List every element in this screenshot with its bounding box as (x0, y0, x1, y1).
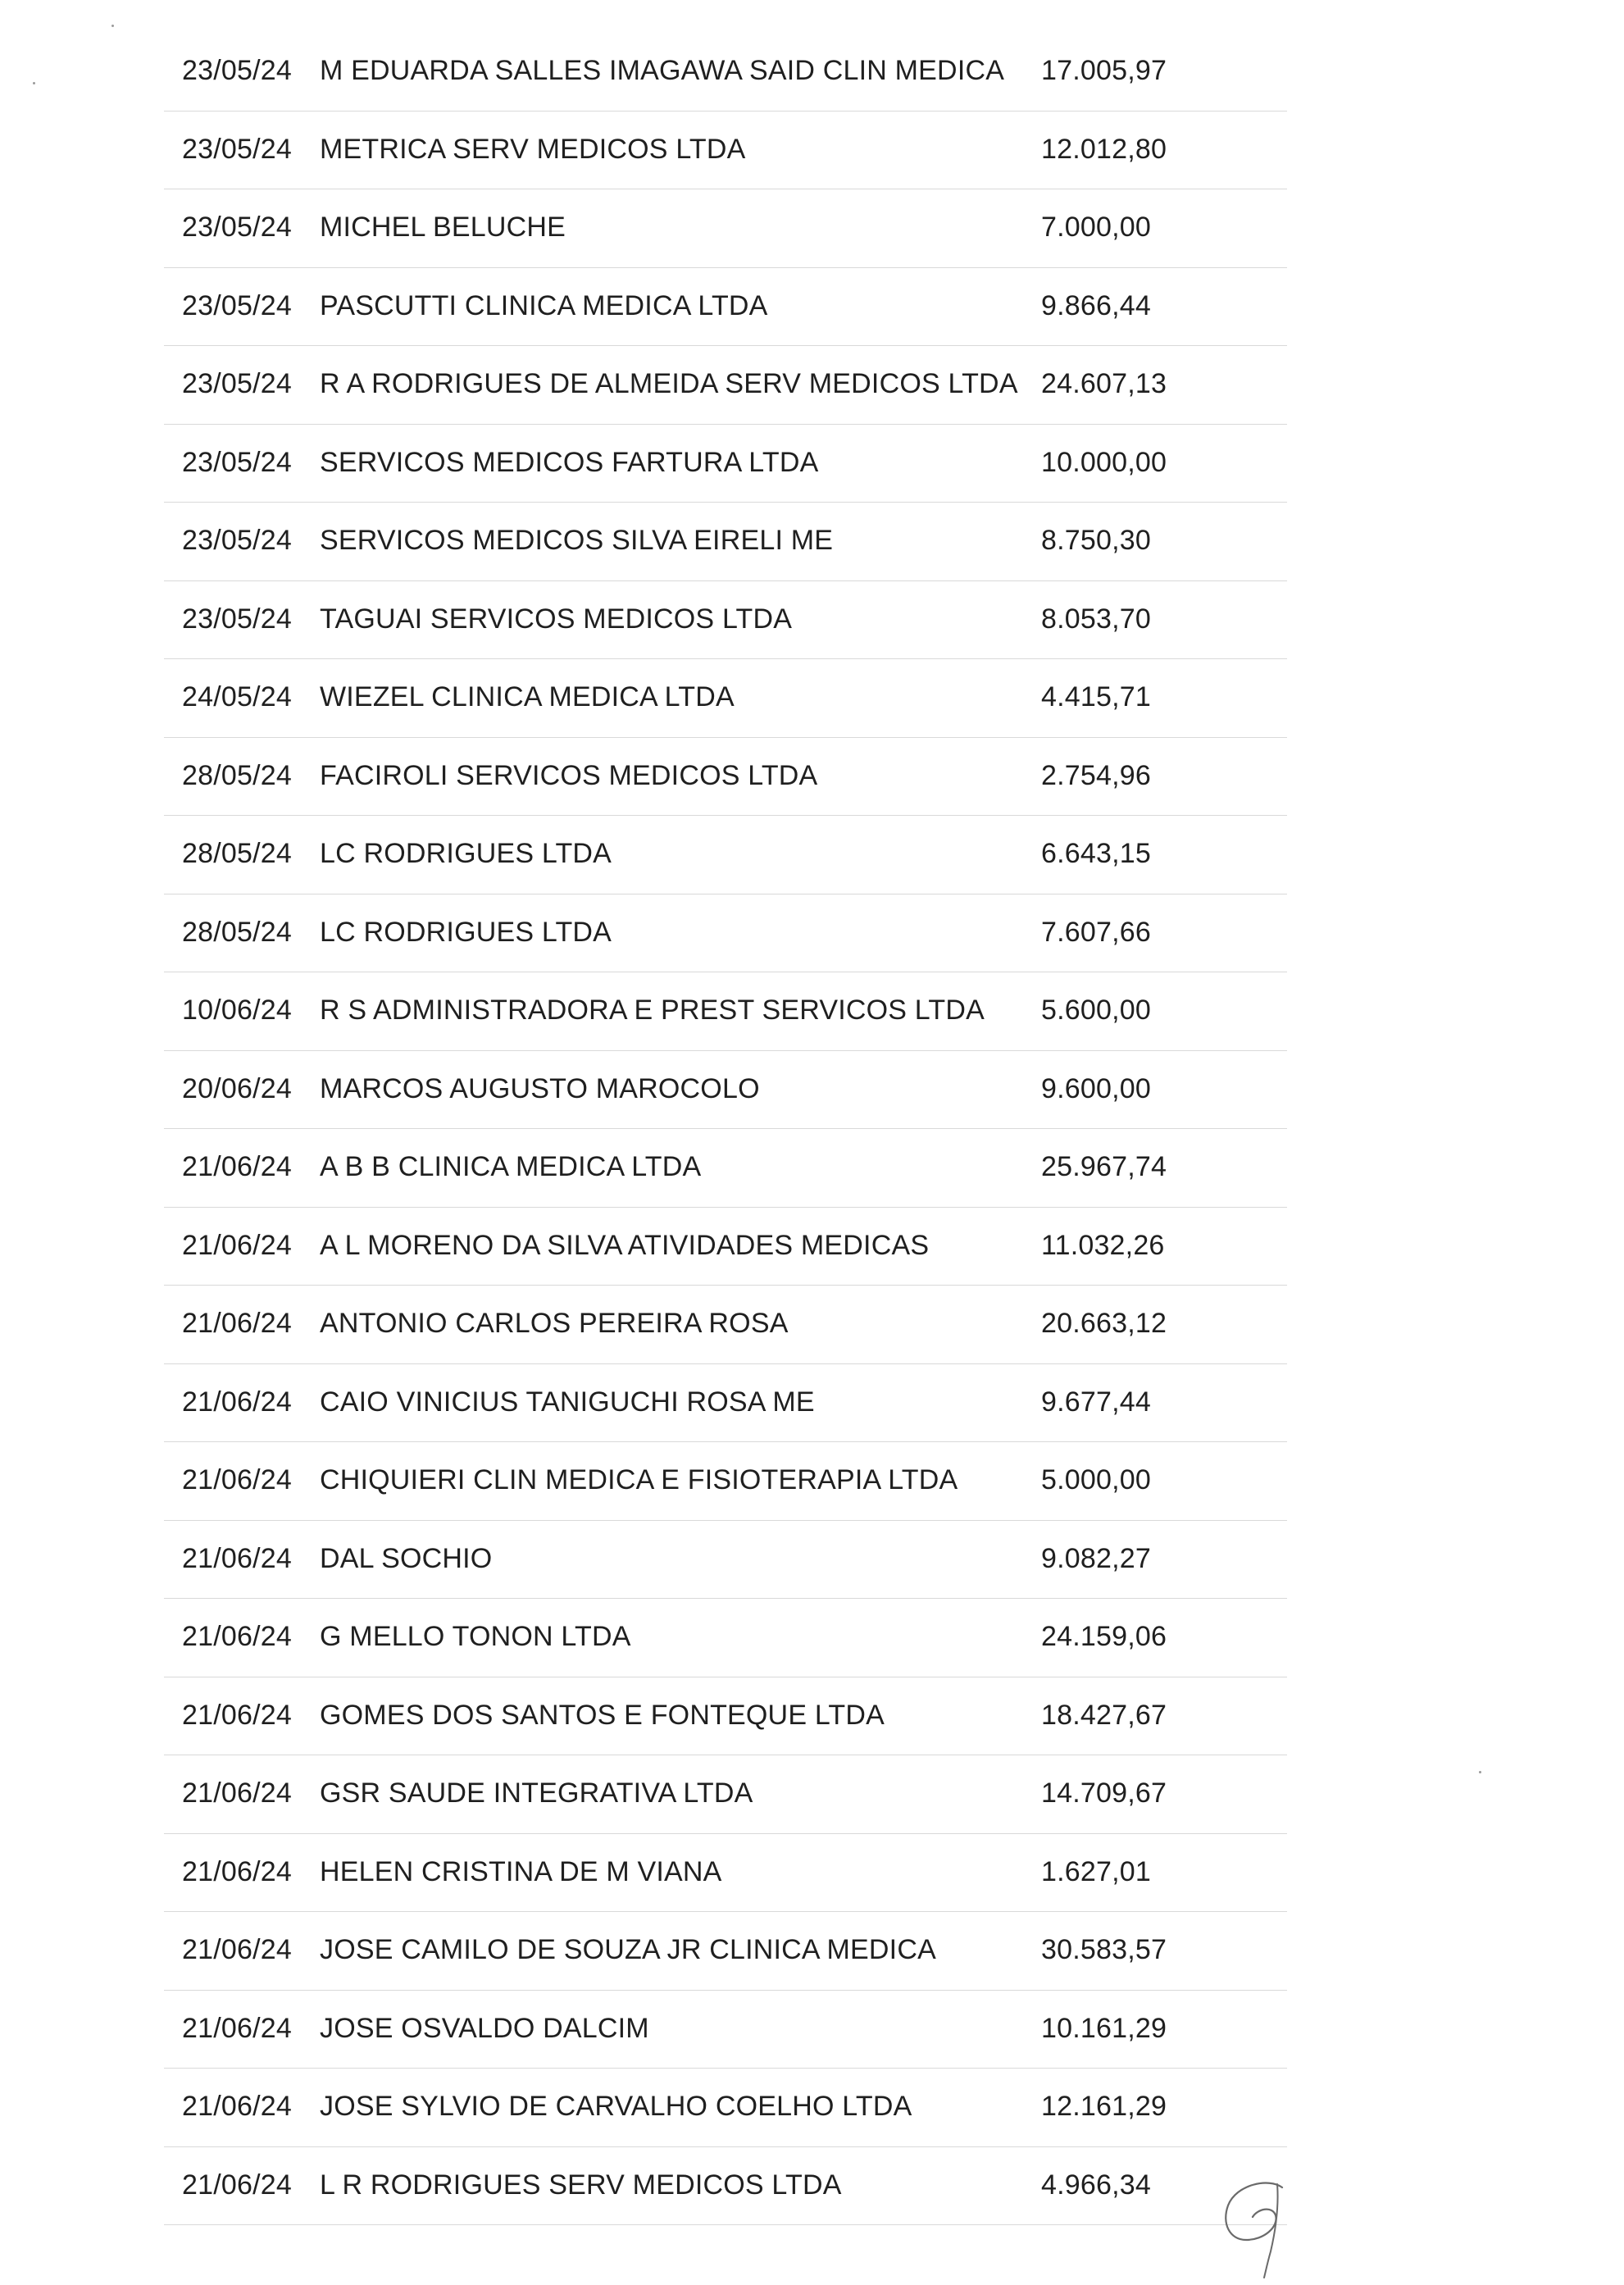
table-row (164, 581, 1287, 660)
table-row (164, 425, 1287, 503)
table-row (164, 503, 1287, 581)
table-row (164, 1129, 1287, 1208)
payment-amount: 8.053,70 (1041, 603, 1151, 635)
payment-amount: 20.663,12 (1041, 1308, 1167, 1339)
payment-amount: 25.967,74 (1041, 1151, 1167, 1182)
table-row (164, 2147, 1287, 2226)
payee-name: JOSE OSVALDO DALCIM (320, 2012, 649, 2044)
payee-name: L R RODRIGUES SERV MEDICOS LTDA (320, 2169, 842, 2201)
payee-name: WIEZEL CLINICA MEDICA LTDA (320, 681, 735, 712)
payee-name: LC RODRIGUES LTDA (320, 916, 612, 948)
table-row (164, 1051, 1287, 1130)
payment-amount: 11.032,26 (1041, 1229, 1165, 1261)
table-row (164, 972, 1287, 1051)
scan-speck (1479, 1771, 1481, 1773)
payee-name: PASCUTTI CLINICA MEDICA LTDA (320, 289, 768, 321)
payment-amount: 17.005,97 (1041, 55, 1167, 86)
payee-name: JOSE SYLVIO DE CARVALHO COELHO LTDA (320, 2091, 912, 2122)
payment-amount: 30.583,57 (1041, 1934, 1167, 1965)
payee-name: GSR SAUDE INTEGRATIVA LTDA (320, 1777, 753, 1809)
payee-name: METRICA SERV MEDICOS LTDA (320, 133, 746, 165)
table-row (164, 2069, 1287, 2147)
table-row (164, 1755, 1287, 1834)
payee-name: CAIO VINICIUS TANIGUCHI ROSA ME (320, 1386, 815, 1418)
table-row (164, 268, 1287, 347)
handwritten-initials-signature (1218, 2173, 1292, 2279)
payment-amount: 7.000,00 (1041, 212, 1151, 243)
table-row (164, 112, 1287, 190)
payment-amount: 12.012,80 (1041, 133, 1167, 165)
table-row (164, 659, 1287, 738)
payment-date: 21/06/24 (182, 2091, 292, 2122)
payment-amount: 1.627,01 (1041, 1855, 1151, 1887)
table-row (164, 1677, 1287, 1756)
payment-date: 21/06/24 (182, 1151, 292, 1182)
scan-speck (33, 82, 35, 84)
payee-name: GOMES DOS SANTOS E FONTEQUE LTDA (320, 1699, 885, 1731)
payment-date: 23/05/24 (182, 133, 292, 165)
payment-amount: 9.082,27 (1041, 1542, 1151, 1574)
payment-amount: 24.159,06 (1041, 1621, 1167, 1652)
payment-amount: 4.966,34 (1041, 2169, 1151, 2201)
payment-amount: 6.643,15 (1041, 838, 1151, 869)
payment-amount: 5.600,00 (1041, 995, 1151, 1026)
payment-date: 21/06/24 (182, 1777, 292, 1809)
payee-name: M EDUARDA SALLES IMAGAWA SAID CLIN MEDICA (320, 55, 1005, 86)
table-row (164, 1991, 1287, 2069)
payment-date: 21/06/24 (182, 1621, 292, 1652)
payment-amount: 10.000,00 (1041, 446, 1167, 478)
payment-amount: 8.750,30 (1041, 525, 1151, 556)
payment-date: 21/06/24 (182, 1229, 292, 1261)
payee-name: R A RODRIGUES DE ALMEIDA SERV MEDICOS LTDA (320, 368, 1018, 399)
payment-amount: 9.677,44 (1041, 1386, 1151, 1418)
table-row (164, 1599, 1287, 1677)
payment-date: 28/05/24 (182, 759, 292, 791)
payment-amount: 9.866,44 (1041, 289, 1151, 321)
table-row (164, 894, 1287, 973)
table-row (164, 738, 1287, 817)
payment-date: 28/05/24 (182, 838, 292, 869)
scan-speck (111, 25, 114, 27)
payment-amount: 9.600,00 (1041, 1072, 1151, 1104)
payee-name: MICHEL BELUCHE (320, 212, 566, 243)
payee-name: HELEN CRISTINA DE M VIANA (320, 1855, 722, 1887)
payment-date: 23/05/24 (182, 525, 292, 556)
payee-name: TAGUAI SERVICOS MEDICOS LTDA (320, 603, 793, 635)
table-row (164, 346, 1287, 425)
payment-amount: 4.415,71 (1041, 681, 1151, 712)
payment-date: 21/06/24 (182, 1699, 292, 1731)
payee-name: MARCOS AUGUSTO MAROCOLO (320, 1072, 760, 1104)
payee-name: SERVICOS MEDICOS SILVA EIRELI ME (320, 525, 834, 556)
table-row (164, 1442, 1287, 1521)
payment-date: 24/05/24 (182, 681, 292, 712)
payment-date: 23/05/24 (182, 212, 292, 243)
payee-name: G MELLO TONON LTDA (320, 1621, 631, 1652)
payment-date: 28/05/24 (182, 916, 292, 948)
payment-amount: 10.161,29 (1041, 2012, 1167, 2044)
payment-date: 23/05/24 (182, 603, 292, 635)
payment-date: 21/06/24 (182, 1542, 292, 1574)
payment-amount: 12.161,29 (1041, 2091, 1167, 2122)
payment-amount: 14.709,67 (1041, 1777, 1167, 1809)
payment-date: 23/05/24 (182, 446, 292, 478)
payment-date: 23/05/24 (182, 368, 292, 399)
payment-date: 23/05/24 (182, 55, 292, 86)
payment-date: 21/06/24 (182, 1308, 292, 1339)
payee-name: ANTONIO CARLOS PEREIRA ROSA (320, 1308, 789, 1339)
table-row (164, 1912, 1287, 1991)
payment-amount: 24.607,13 (1041, 368, 1167, 399)
payee-name: CHIQUIERI CLIN MEDICA E FISIOTERAPIA LTDA (320, 1464, 958, 1495)
table-row (164, 1834, 1287, 1913)
payee-name: JOSE CAMILO DE SOUZA JR CLINICA MEDICA (320, 1934, 936, 1965)
payee-name: A L MORENO DA SILVA ATIVIDADES MEDICAS (320, 1229, 930, 1261)
table-row (164, 33, 1287, 112)
payment-date: 21/06/24 (182, 1934, 292, 1965)
payment-ledger (164, 33, 1287, 2225)
table-row (164, 1286, 1287, 1364)
payee-name: A B B CLINICA MEDICA LTDA (320, 1151, 702, 1182)
payment-date: 21/06/24 (182, 1464, 292, 1495)
payment-date: 21/06/24 (182, 1386, 292, 1418)
payment-date: 10/06/24 (182, 995, 292, 1026)
table-row (164, 1521, 1287, 1600)
payment-date: 23/05/24 (182, 289, 292, 321)
payment-amount: 7.607,66 (1041, 916, 1151, 948)
payment-date: 21/06/24 (182, 2169, 292, 2201)
table-row (164, 1208, 1287, 1286)
payment-amount: 5.000,00 (1041, 1464, 1151, 1495)
payment-amount: 18.427,67 (1041, 1699, 1167, 1731)
payee-name: FACIROLI SERVICOS MEDICOS LTDA (320, 759, 818, 791)
payment-date: 21/06/24 (182, 2012, 292, 2044)
table-row (164, 189, 1287, 268)
payee-name: DAL SOCHIO (320, 1542, 493, 1574)
table-row (164, 1364, 1287, 1443)
payee-name: LC RODRIGUES LTDA (320, 838, 612, 869)
payee-name: R S ADMINISTRADORA E PREST SERVICOS LTDA (320, 995, 985, 1026)
table-row (164, 816, 1287, 894)
payment-date: 21/06/24 (182, 1855, 292, 1887)
payee-name: SERVICOS MEDICOS FARTURA LTDA (320, 446, 819, 478)
payment-date: 20/06/24 (182, 1072, 292, 1104)
payment-amount: 2.754,96 (1041, 759, 1151, 791)
